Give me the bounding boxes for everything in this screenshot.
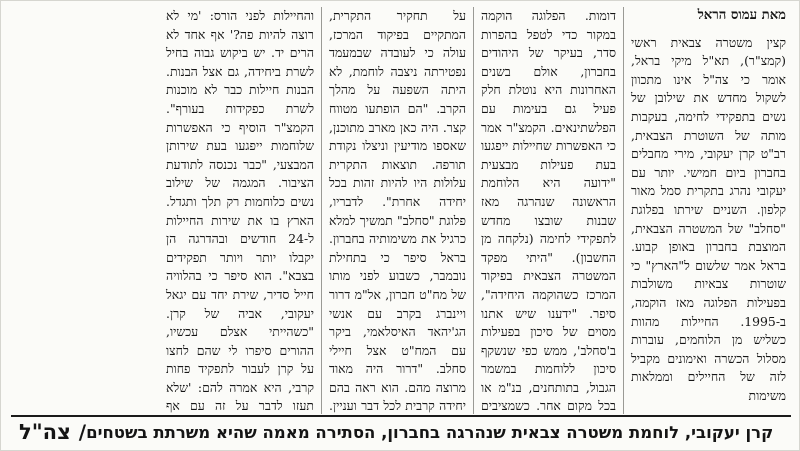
section-tag: צה"ל: [19, 420, 71, 444]
headline: קרן יעקובי, לוחמת משטרה צבאית שנהרגה בחברון, הסתירה מאמה שהיא משרתת בשטחים: [86, 422, 774, 442]
column-3-text: על תחקיר התקרית, המתקיים בפיקוד המרכז, עולה כי לעובדה שבמעמד נפטירתה ניצבה לוחמת, לא היתה השפעה על מהלך הקרב. "הם הופתעו מטווח קצר. היה כאן מארב מתוכנן, שאספו מודיעין וניצלו נקודת תורפה. תוצאות התקרית עלולות היו להיות זהות בכל יחידה אחרת". לדבריו, פלוגת "סחלב" תמשיך למלא כרגיל את משימותיה בחברון. בראל סיפר כי בתחילת נובמבר, כשבוע לפני מותו של מח"ט חברון, אל"מ דרור ויינברג בקרב עם אנשי הג'יהאד האיסלאמי, ביקר עם המח"ט אצל חיילי סחלב. "דרור היה מאוד מרוצה מהם. הוא ראה בהם יחידה קרבית לכל דבר ועניין.: [329, 8, 466, 414]
article-column-4: [159, 7, 321, 414]
separator: /: [78, 420, 87, 444]
byline: מאת עמוס הראל: [697, 8, 786, 23]
column-2-text: דומות. הפלוגה הוקמה במקור כדי לטפל בהפרות סדר, בעיקר של היהודים בחברון, אולם בשנים האחרונות היא נוטלת חלק פעיל גם בעימות עם הפלשתינאים. הקמצ"ר אמר כי האפשרות שחיילות ייפגעו בעת פעילות מבצעית "ידועה היא הלוחמת הראשונה שנהרגה מאז שבנות שובצו מחדש לתפקידי לחימה (נלקחה מן החשבון). "היתי מפקד המשטרה הצבאית בפיקוד המרכז כשהוקמה היחידה", סיפר. "ידענו שיש אתנו מסוים של סיכון בפעילות ב'סחלב', ממש כפי שנשקף סיכון ללוחמות במשמר הגבול, בתותחנים, בנ"מ או בכל מקום אחר. כשמציבים: [481, 8, 616, 414]
article-columns: [11, 7, 793, 414]
column-4-text: והחיילות לפני הורס: 'מי לא רוצה להיות פה?' אף אחד לא הרים יד. יש ביקוש גבוה בחיל לשרת ביחידה, גם אצל הבנות. הבנות חיילות כבר לא מוכנות לשרת כפקידות בעורף". הקמצ"ר הוסיף כי האפשרות שלוחמות ייפגעו בעת שירותן המבצעי, "כבר נכנסה לתודעת הציבור. המגמה של שילוב נשים כלוחמות רק תלך ותגדל. הארץ בו את שירות החיילות ל-24 חודשים ובהדרגה הן יקבלו יותר ויותר תפקידים בצבא". הוא סיפר כי בהלוויה חייל סדיר, שירת יחד עם יגאל יעקובי, אביה של קרן. "כשהייתי אצלם עכשיו, ההורים סיפרו לי שהם לחצו על קרן לעבור לתפקיד פחות קרבי, היא אמרה להם: 'שלא תעזו לדבר על זה עם אף: [166, 8, 314, 414]
headline-bar: [11, 415, 791, 447]
article-column-1: [623, 7, 793, 414]
article-column-3: [321, 7, 473, 414]
article-column-2: [473, 7, 623, 414]
column-1-text: קצין משטרה צבאית ראשי (קמצ"ר), תא"ל מיקי בראל, אומר כי צה"ל אינו מתכוון לשקול מחדש את שילובן של נשים בתפקידי לחימה, בעקבות מותה של השוטרת הצבאית, רב"ט קרן יעקובי, מירי מחבלים בחברון ביום חמישי. יותר עם יעקובי נהרג בתקרית סמל מאור קלפון. השניים שירתו בפלוגת "סחלב" של המשטרה הצבאית, המוצבת בחברון באופן קבוע. בראל אמר שלשום ל"הארץ" כי שוטרות צבאיות משולבות בפעילות הפלוגה מאז הוקמה, ב-1995. החיילות מהוות כשליש מן הלוחמים, עוברות מסלול הכשרה ואימונים מקביל לזה של החיילים וממלאות משימות: [631, 34, 786, 403]
